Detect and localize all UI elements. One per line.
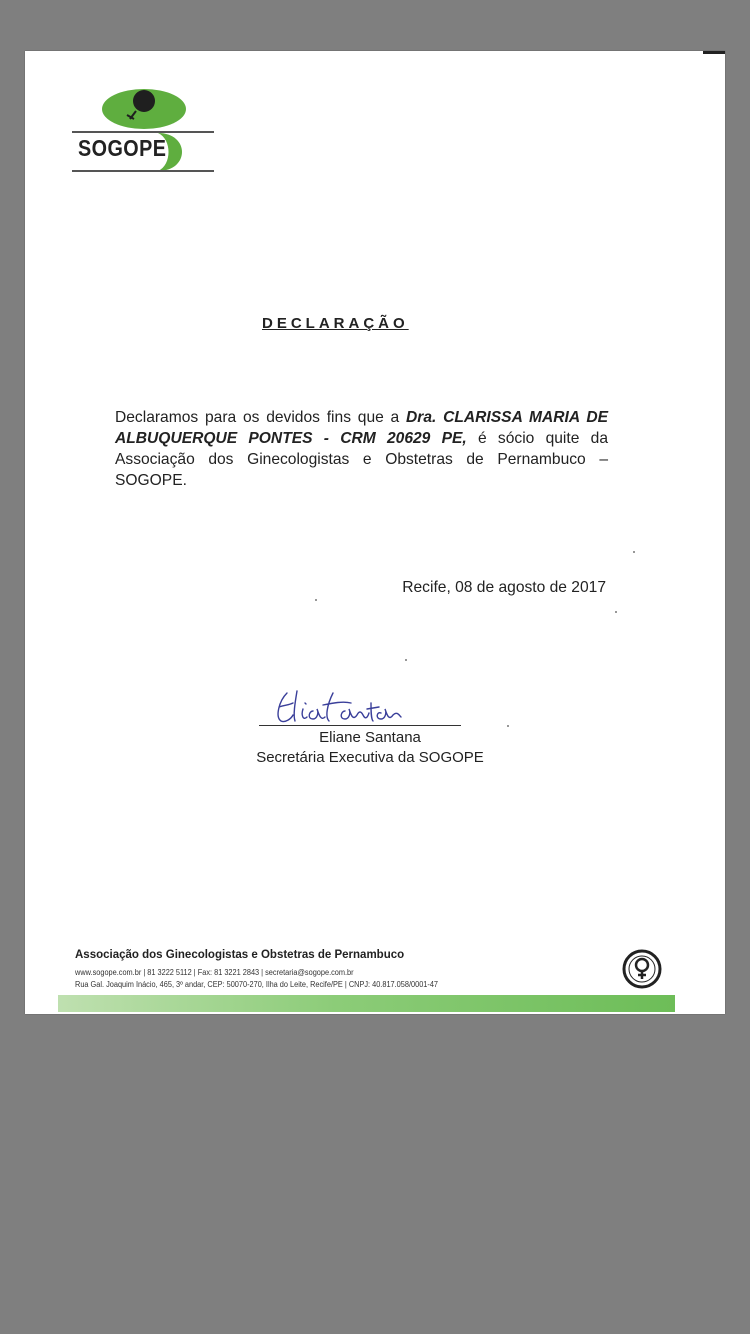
- body-name: Dra. CLARISSA MARIA DE ALBUQUERQUE PONTES - CRM 20629 PE,: [115, 409, 608, 447]
- sogope-logo: [72, 87, 217, 177]
- footer-contact: www.sogope.com.br | 81 3222 5112 | Fax: 81 3221 2843 | secretaria@sogope.com.br: [75, 968, 354, 977]
- scan-speck: [315, 599, 317, 601]
- signature-line: [259, 725, 461, 726]
- footer-address: Rua Gal. Joaquim Inácio, 465, 3º andar, CEP: 50070-270, Ilha do Leite, Recife/PE | CNPJ: 40.817.058/0001-47: [75, 980, 439, 989]
- scan-speck: [405, 659, 407, 661]
- sogope-seal-icon: [622, 949, 662, 989]
- place-date: Recife, 08 de agosto de 2017: [402, 579, 606, 596]
- scan-speck: [507, 725, 509, 727]
- scan-speck: [633, 551, 635, 553]
- document-page: [25, 51, 725, 1014]
- handwritten-signature: [257, 681, 427, 731]
- document-title: DECLARAÇÃO: [262, 315, 409, 332]
- body-rest: é sócio quite da Associação dos Ginecologistas e Obstetras de Pernambuco – SOGOPE.: [115, 430, 608, 489]
- paper-edge: [703, 51, 725, 54]
- footer-green-band: [58, 995, 675, 1012]
- logo-text: SOGOPE: [78, 135, 167, 161]
- signer-name: Eliane Santana: [319, 729, 421, 746]
- declaration-body: [115, 407, 608, 491]
- top-bar: [0, 0, 750, 14]
- scan-speck: [615, 611, 617, 613]
- footer-organization: Associação dos Ginecologistas e Obstetras de Pernambuco: [75, 949, 405, 961]
- signer-role: Secretária Executiva da SOGOPE: [256, 749, 484, 766]
- body-intro: Declaramos para os devidos fins que a: [115, 409, 407, 426]
